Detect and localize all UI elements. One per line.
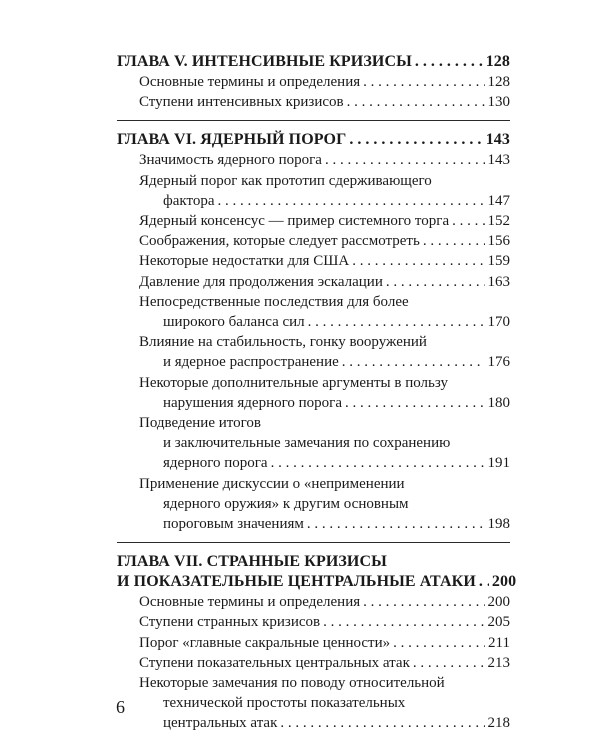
toc-entry-text: Некоторые недостатки для США xyxy=(139,253,350,270)
toc-entry-text: Применение дискуссии о «неприменении xyxy=(139,475,405,492)
toc-entry-text: нарушения ядерного порога xyxy=(163,394,342,411)
dot-leader xyxy=(363,592,484,612)
toc-entry-text: Ядерный порог как прототип сдерживающего xyxy=(139,172,432,189)
toc-entry-page: 213 xyxy=(487,654,510,671)
toc-entry-text: фактора xyxy=(163,192,215,209)
chapter-title: И ПОКАЗАТЕЛЬНЫЕ ЦЕНТРАЛЬНЫЕ АТАКИ xyxy=(117,573,476,591)
toc-entry-page: 200 xyxy=(487,594,510,611)
table-of-contents xyxy=(117,52,517,734)
dot-leader xyxy=(342,352,485,372)
toc-entry-page: 163 xyxy=(487,273,510,290)
toc-entry-text: Ступени странных кризисов xyxy=(139,614,321,631)
toc-entry-line xyxy=(139,673,510,693)
chapter-heading-line xyxy=(117,572,517,592)
page-number: 6 xyxy=(116,697,125,717)
toc-entry-text: Ступени показательных центральных атак xyxy=(139,654,410,671)
toc-entry xyxy=(117,673,510,734)
toc-entry-text: Порог «главные сакральные ценности» xyxy=(139,634,391,651)
chapter-block xyxy=(117,52,510,112)
dot-leader xyxy=(308,312,485,332)
dot-leader xyxy=(323,612,484,632)
toc-entry-line xyxy=(139,191,510,211)
chapter-title: ГЛАВА V. ИНТЕНСИВНЫЕ КРИЗИСЫ xyxy=(117,53,412,70)
toc-entry-page: 159 xyxy=(487,253,510,270)
toc-entry-page: 130 xyxy=(487,94,510,111)
dot-leader xyxy=(413,653,485,673)
dot-leader xyxy=(271,453,485,473)
toc-entry xyxy=(117,211,510,231)
toc-entry-line xyxy=(139,433,510,453)
dot-leader xyxy=(349,130,482,150)
chapter-divider xyxy=(117,120,510,121)
chapter-title: ГЛАВА VII. СТРАННЫЕ КРИЗИСЫ xyxy=(117,553,387,571)
dot-leader xyxy=(363,72,484,92)
chapter-block xyxy=(117,130,510,534)
dot-leader xyxy=(217,191,484,211)
chapter-page: 128 xyxy=(485,53,510,70)
toc-entry-line xyxy=(139,312,510,332)
dot-leader xyxy=(345,393,485,413)
toc-entry-page: 180 xyxy=(487,394,510,411)
toc-entry-page: 191 xyxy=(487,455,510,472)
toc-entry-text: Некоторые дополнительные аргументы в пользу xyxy=(139,374,448,391)
dot-leader xyxy=(325,150,485,170)
toc-entry xyxy=(117,171,510,211)
toc-entry-page: 152 xyxy=(487,213,510,230)
chapter-heading-line xyxy=(117,52,510,72)
toc-entry-text: и ядерное распространение xyxy=(163,354,339,371)
chapter-heading-line xyxy=(117,552,510,572)
chapter-page: 200 xyxy=(491,573,517,591)
toc-entry xyxy=(117,92,510,112)
toc-entry-line xyxy=(139,272,510,292)
toc-entry-text: Некоторые замечания по поводу относительной xyxy=(139,675,445,692)
toc-entry-text: Основные термины и определения xyxy=(139,74,361,90)
toc-entry-line xyxy=(139,713,510,733)
toc-entry-text: Давление для продолжения эскалации xyxy=(139,273,383,290)
toc-entry-text: Ступени интенсивных кризисов xyxy=(139,94,344,111)
chapter-block xyxy=(117,552,517,733)
toc-entry-line xyxy=(139,633,510,653)
toc-entry-text: Влияние на стабильность, гонку вооружений xyxy=(139,334,427,351)
toc-entry-text: ядерного оружия» к другим основным xyxy=(163,495,409,512)
toc-entry-line xyxy=(139,474,510,494)
toc-entry xyxy=(117,251,510,271)
toc-entry-line xyxy=(139,72,510,92)
dot-leader xyxy=(479,572,489,592)
toc-entry-text: пороговым значениям xyxy=(163,516,304,533)
toc-entry-text: центральных атак xyxy=(163,715,278,732)
toc-entry-line xyxy=(139,592,510,612)
toc-entry-page: 170 xyxy=(487,314,510,331)
toc-entry-text: Основные термины и определения xyxy=(139,594,361,611)
toc-entry xyxy=(117,653,510,673)
toc-entry-text: Ядерный консенсус — пример системного торга xyxy=(139,213,450,230)
toc-entry-text: Подведение итогов xyxy=(139,415,261,432)
toc-entry-line xyxy=(139,453,510,473)
toc-entry-page: 128 xyxy=(487,74,510,90)
toc-entry xyxy=(117,612,510,632)
toc-entry-text: технической простоты показательных xyxy=(163,695,406,712)
toc-entry-line xyxy=(139,494,510,514)
toc-entry xyxy=(117,272,510,292)
dot-leader xyxy=(386,272,485,292)
chapter-heading-line xyxy=(117,130,510,150)
toc-entry-line xyxy=(139,373,510,393)
toc-entry-page: 147 xyxy=(487,192,510,209)
toc-entry-page: 211 xyxy=(488,634,510,651)
toc-entry-text: Непосредственные последствия для более xyxy=(139,293,409,310)
toc-entry-line xyxy=(139,352,510,372)
toc-entry-line xyxy=(139,150,510,170)
toc-entry xyxy=(117,413,510,474)
toc-entry xyxy=(117,150,510,170)
toc-entry-line xyxy=(139,211,510,231)
toc-entry-line xyxy=(139,693,510,713)
toc-entry-page: 218 xyxy=(487,715,510,732)
toc-entry-page: 156 xyxy=(487,233,510,250)
dot-leader xyxy=(423,231,485,251)
dot-leader xyxy=(352,251,484,271)
dot-leader xyxy=(415,52,483,72)
toc-entry-line xyxy=(139,332,510,352)
dot-leader xyxy=(280,713,484,733)
toc-entry-page: 143 xyxy=(487,152,510,169)
toc-entry-line xyxy=(139,92,510,112)
toc-entry-line xyxy=(139,653,510,673)
toc-entry-text: Соображения, которые следует рассмотреть xyxy=(139,233,420,250)
toc-entry xyxy=(117,72,510,92)
toc-entry xyxy=(117,373,510,413)
chapter-title: ГЛАВА VI. ЯДЕРНЫЙ ПОРОГ xyxy=(117,131,347,149)
toc-entry xyxy=(117,332,510,372)
chapter-page: 143 xyxy=(485,131,510,149)
toc-entry-page: 205 xyxy=(487,614,510,631)
toc-entry xyxy=(117,592,510,612)
toc-entry-text: широкого баланса сил xyxy=(163,314,305,331)
toc-entry-line xyxy=(139,251,510,271)
toc-entry-page: 176 xyxy=(487,354,510,371)
toc-entry-line xyxy=(139,231,510,251)
toc-entry xyxy=(117,292,510,332)
toc-entry xyxy=(117,633,510,653)
toc-entry-text: ядерного порога xyxy=(163,455,268,472)
dot-leader xyxy=(452,211,484,231)
toc-entry-line xyxy=(139,292,510,312)
toc-entry-page: 198 xyxy=(487,516,510,533)
toc-entry-text: и заключительные замечания по сохранению xyxy=(163,435,451,452)
toc-entry-line xyxy=(139,171,510,191)
dot-leader xyxy=(393,633,485,653)
toc-entry-text: Значимость ядерного порога xyxy=(139,152,322,169)
dot-leader xyxy=(307,514,485,534)
toc-entry-line xyxy=(139,413,510,433)
toc-entry-line xyxy=(139,393,510,413)
toc-entry xyxy=(117,474,510,535)
toc-entry-line xyxy=(139,514,510,534)
toc-entry-line xyxy=(139,612,510,632)
chapter-divider xyxy=(117,542,510,543)
dot-leader xyxy=(347,92,485,112)
toc-entry xyxy=(117,231,510,251)
